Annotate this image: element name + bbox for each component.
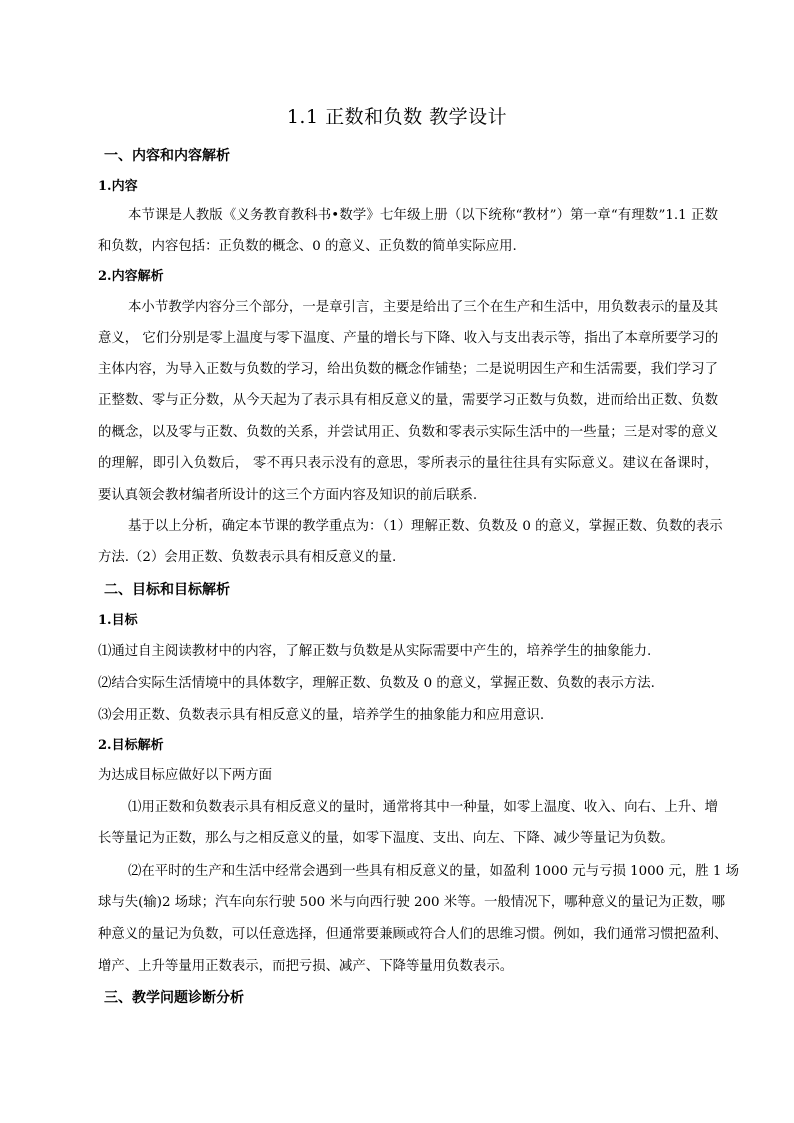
goals-analysis-item1-line1: ⑴用正数和负数表示具有相反意义的量时，通常将其中一种量，如零上温度、收入、向右、上升、增	[128, 800, 718, 815]
goals-analysis-intro: 为达成目标应做好以下两方面	[98, 768, 273, 783]
section-heading-goals: 二、目标和目标解析	[104, 582, 230, 598]
subheading-goals-analysis: 2.目标解析	[98, 738, 164, 753]
goals-analysis-item2-line1: ⑵在平时的生产和生活中经常会遇到一些具有相反意义的量，如盈利 1000 元与亏损 1000 元，胜 1 场	[128, 864, 740, 879]
goal-item-3: ⑶会用正数、负数表示具有相反意义的量，培养学生的抽象能力和应用意识.	[98, 708, 545, 723]
focus-line-1: 基于以上分析，确定本节课的教学重点为：（1）理解正数、负数及 0 的意义，掌握正数、负数的表示	[128, 519, 723, 534]
analysis-line-6: 的理解，即引入负数后， 零不再只表示没有的意思，零所表示的量往往具有实际意义。建议在备课时，	[98, 456, 718, 471]
analysis-line-5: 的概念，以及零与正数、负数的关系，并尝试用正、负数和零表示实际生活中的一些量；三是对零的意义	[98, 425, 718, 440]
subheading-goals: 1.目标	[98, 613, 138, 628]
section-heading-diagnosis: 三、教学问题诊断分析	[104, 990, 244, 1006]
analysis-line-4: 正整数、零与正分数，从今天起为了表示具有相反意义的量，需要学习正数与负数，进而给出正数、负数	[98, 393, 718, 408]
analysis-line-1: 本小节教学内容分三个部分，一是章引言，主要是给出了三个在生产和生活中，用负数表示的量及其	[128, 300, 718, 315]
analysis-line-7: 要认真领会教材编者所设计的这三个方面内容及知识的前后联系.	[98, 488, 478, 503]
content-line-1: 本节课是人教版《义务教育教科书•数学》七年级上册（以下统称“教材”）第一章“有理数”1.1 正数	[128, 208, 718, 223]
goal-item-1: ⑴通过自主阅读教材中的内容，了解正数与负数是从实际需要中产生的，培养学生的抽象能力.	[98, 644, 652, 659]
section-heading-content: 一、内容和内容解析	[104, 148, 230, 164]
goals-analysis-item2-line2: 球与失(输)2 场球；汽车向东行驶 500 米与向西行驶 200 米等。一般情况下，哪种意义的量记为正数，哪	[98, 895, 725, 910]
goals-analysis-item2-line3: 种意义的量记为负数，可以任意选择，但通常要兼顾或符合人们的思维习惯。例如，我们通常习惯把盈利、	[98, 927, 728, 942]
focus-line-2: 方法.（2）会用正数、负数表示具有相反意义的量.	[98, 550, 397, 565]
analysis-line-2: 意义， 它们分别是零上温度与零下温度、产量的增长与下降、收入与支出表示等，指出了本章所要学习的	[98, 331, 719, 346]
analysis-line-3: 主体内容，为导入正数与负数的学习，给出负数的概念作铺垫；二是说明因生产和生活需要，我们学习了	[98, 362, 718, 377]
document-title: 1.1 正数和负数 教学设计	[286, 106, 508, 128]
content-line-2: 和负数，内容包括：正负数的概念、0 的意义、正负数的简单实际应用.	[98, 239, 517, 254]
goal-item-2: ⑵结合实际生活情境中的具体数字，理解正数、负数及 0 的意义，掌握正数、负数的表示方法.	[98, 676, 655, 691]
goals-analysis-item2-line4: 增产、上升等量用正数表示，而把亏损、减产、下降等量用负数表示。	[98, 959, 514, 974]
subheading-content: 1.内容	[98, 179, 138, 194]
subheading-content-analysis: 2.内容解析	[98, 269, 164, 284]
goals-analysis-item1-line2: 长等量记为正数，那么与之相反意义的量，如零下温度、支出、向左、下降、减少等量记为负数。	[98, 831, 674, 846]
